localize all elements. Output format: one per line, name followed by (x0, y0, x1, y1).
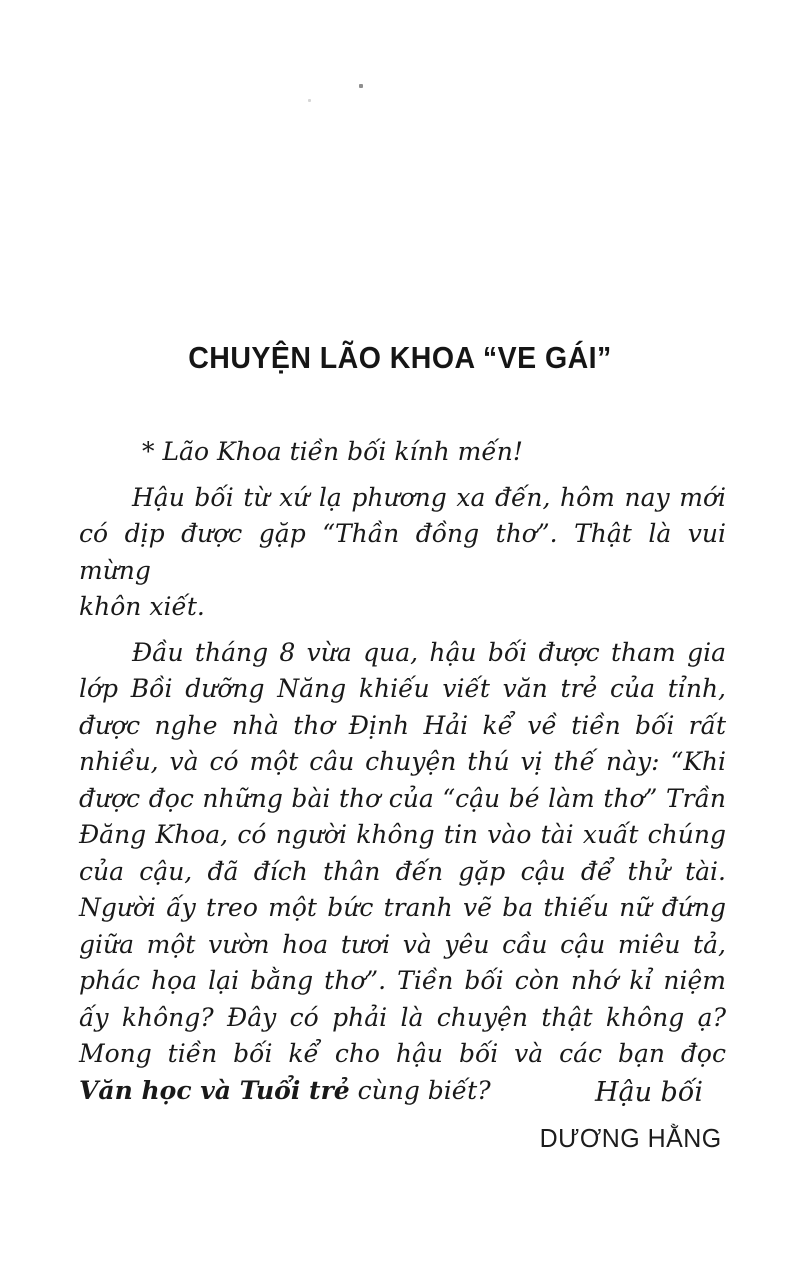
body-line: Người ấy treo một bức tranh vẽ ba thiếu nữ đứng (79, 893, 726, 922)
body-line: khôn xiết. (79, 592, 205, 621)
body-line: ấy không? Đây có phải là chuyện thật không ạ? (79, 1002, 726, 1032)
scan-artifact (359, 84, 363, 88)
body-line: lớp Bồi dưỡng Năng khiếu viết văn trẻ của tỉnh, (79, 674, 726, 703)
body-line: nhiều, và có một câu chuyện thú vị thế này: “Khi (79, 747, 726, 776)
body-line: có dịp được gặp “Thần đồng thơ”. Thật là vui mừng (79, 519, 726, 585)
body-text (79, 434, 726, 1109)
body-line: được đọc những bài thơ của “cậu bé làm thơ” Trần (79, 783, 726, 813)
scan-artifact (308, 99, 311, 102)
body-line: phác họa lại bằng thơ”. Tiền bối còn nhớ kỉ niệm (79, 966, 726, 995)
page-title: CHUYỆN LÃO KHOA “VE GÁI” (188, 340, 612, 375)
body-line-rest: cùng biết? (349, 1075, 491, 1105)
paragraph-salutation (79, 434, 726, 471)
magazine-name: Văn học và Tuổi trẻ (79, 1075, 350, 1105)
paragraph-intro (79, 480, 726, 626)
body-line: * Lão Khoa tiền bối kính mến! (142, 437, 523, 466)
body-line: được nghe nhà thơ Định Hải kể về tiền bối rất (79, 710, 726, 740)
paragraph-story (79, 635, 726, 1110)
body-line: Đầu tháng 8 vừa qua, hậu bối được tham gia (132, 637, 726, 667)
body-line: Mong tiền bối kể cho hậu bối và các bạn đọc (79, 1039, 726, 1068)
body-line: Đăng Khoa, có người không tin vào tài xuất chúng (79, 820, 726, 849)
body-line: giữa một vườn hoa tươi và yêu cầu cậu miêu tả, (79, 929, 726, 959)
signature-role: Hậu bối (594, 1077, 703, 1108)
body-line: Hậu bối từ xứ lạ phương xa đến, hôm nay mới (132, 482, 726, 512)
signature-name: DƯƠNG HẰNG (539, 1123, 722, 1153)
body-line: của cậu, đã đích thân đến gặp cậu để thử tài. (79, 856, 726, 886)
